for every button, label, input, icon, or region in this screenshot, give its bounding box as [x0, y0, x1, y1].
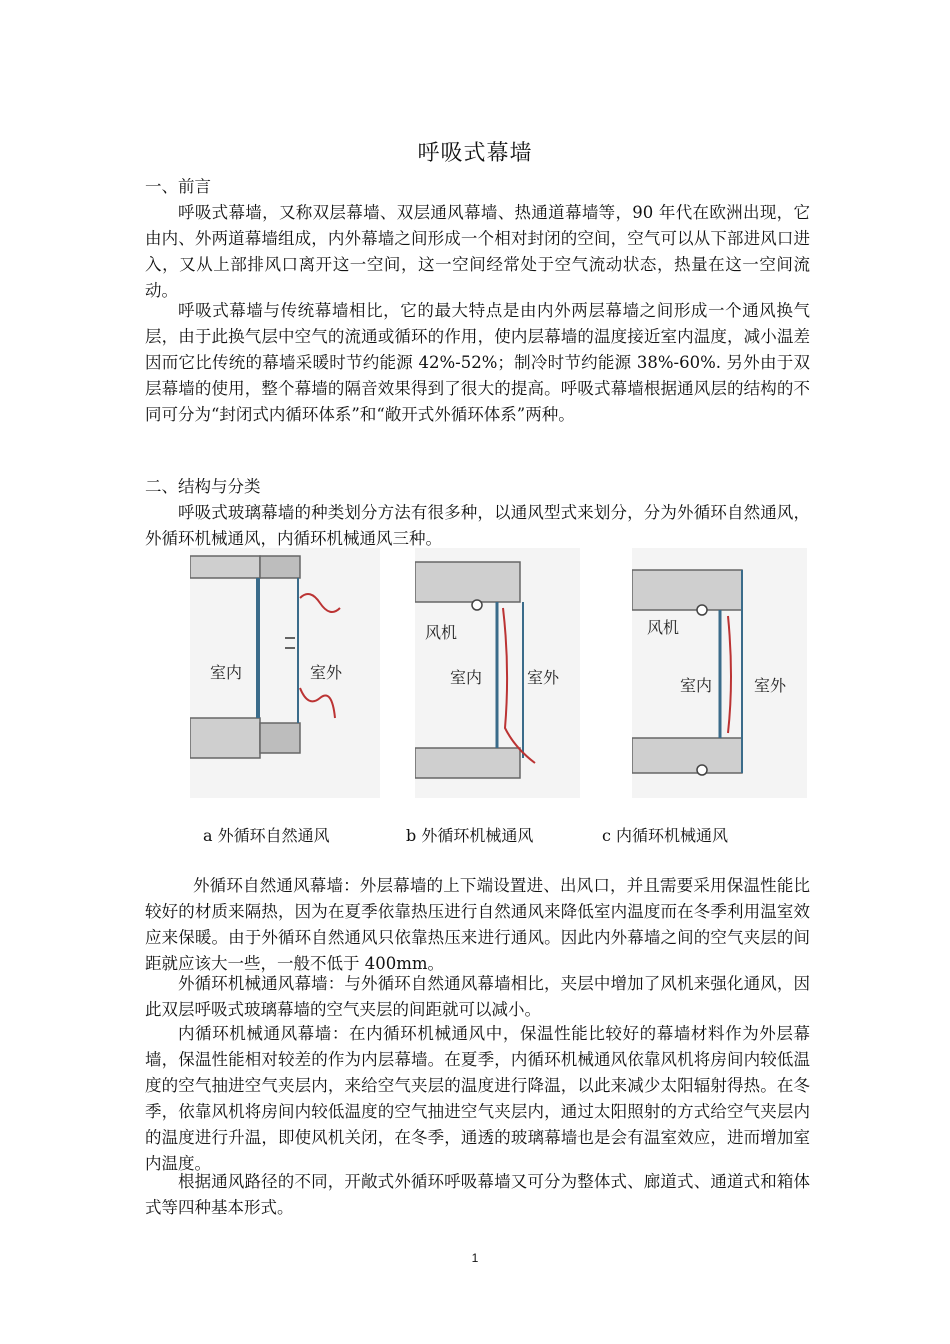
figure-b-fan-label: 风机: [425, 623, 458, 642]
paragraph-external-natural: 外循环自然通风幕墙：外层幕墙的上下端设置进、出风口，并且需要采用保温性能比较好的材质来隔热，因为在夏季依靠热压进行自然通风来降低室内温度而在冬季利用温室效应来保暖。由于外循环自然通风只依靠热压来进行通风。因此内外幕墙之间的空气夹层的间距就应该大一些，一般不低于 400mm。: [145, 876, 810, 973]
paragraph-ventilation-paths: 根据通风路径的不同，开敞式外循环呼吸幕墙又可分为整体式、廊道式、通道式和箱体式等四种基本形式。: [145, 1172, 810, 1217]
figure-c-diagram: [632, 548, 807, 802]
section-heading-intro: 一、前言: [145, 177, 211, 196]
figure-a-outdoor-label: 室外: [310, 663, 343, 682]
section-heading-structure: 二、结构与分类: [145, 477, 261, 496]
figure-c-indoor-label: 室内: [680, 676, 713, 695]
figure-a-caption: a 外循环自然通风: [203, 826, 330, 845]
paragraph-internal-mechanical: 内循环机械通风幕墙：在内循环机械通风中，保温性能比较好的幕墙材料作为外层幕墙，保温性能相对较差的作为内层幕墙。在夏季，内循环机械通风依靠风机将房间内较低温度的空气抽进空气夹层内，来给空气夹层的温度进行降温，以此来减少太阳辐射得热。在冬季，依靠风机将房间内较低温度的空气抽进空气夹层内，通过太阳照射的方式给空气夹层内的温度进行升温，即使风机关闭，在冬季，通透的玻璃幕墙也是会有温室效应，进而增加室内温度。: [145, 1024, 810, 1173]
paragraph-intro-1: 呼吸式幕墙，又称双层幕墙、双层通风幕墙、热通道幕墙等，90 年代在欧洲出现，它由内、外两道幕墙组成，内外幕墙之间形成一个相对封闭的空间，空气可以从下部进风口进入，又从上部排风口离开这一空间，这一空间经常处于空气流动状态，热量在这一空间流动。: [145, 203, 810, 300]
figure-c-outdoor-label: 室外: [754, 676, 787, 695]
figure-a-diagram: [190, 548, 380, 802]
figure-c-caption: c 内循环机械通风: [602, 826, 729, 845]
figure-b-diagram: [415, 548, 580, 802]
page-number: 1: [471, 1251, 479, 1265]
figure-c-fan-label: 风机: [647, 618, 680, 637]
figure-b-caption: b 外循环机械通风: [406, 826, 534, 845]
figure-b-indoor-label: 室内: [450, 668, 483, 687]
figure-b-outdoor-label: 室外: [527, 668, 560, 687]
figure-a-indoor-label: 室内: [210, 663, 243, 682]
paragraph-intro-2: 呼吸式幕墙与传统幕墙相比，它的最大特点是由内外两层幕墙之间形成一个通风换气层，由于此换气层中空气的流通或循环的作用，使内层幕墙的温度接近室内温度，减小温差因而它比传统的幕墙采暖时节约能源 42%-52%；制冷时节约能源 38%-60%. 另外由于双层幕墙的使用，整个幕墙的隔音效果得到了很大的提高。呼吸式幕墙根据通风层的结构的不同可分为“封闭式内循环体系”和“敞开式外循环体系”两种。: [145, 301, 810, 424]
paragraph-structure-1: 呼吸式玻璃幕墙的种类划分方法有很多种，以通风型式来划分，分为外循环自然通风，外循环机械通风，内循环机械通风三种。: [145, 503, 810, 548]
page-title: 呼吸式幕墙: [417, 141, 533, 166]
paragraph-external-mechanical: 外循环机械通风幕墙：与外循环自然通风幕墙相比，夹层中增加了风机来强化通风，因此双层呼吸式玻璃幕墙的空气夹层的间距就可以减小。: [145, 974, 810, 1019]
